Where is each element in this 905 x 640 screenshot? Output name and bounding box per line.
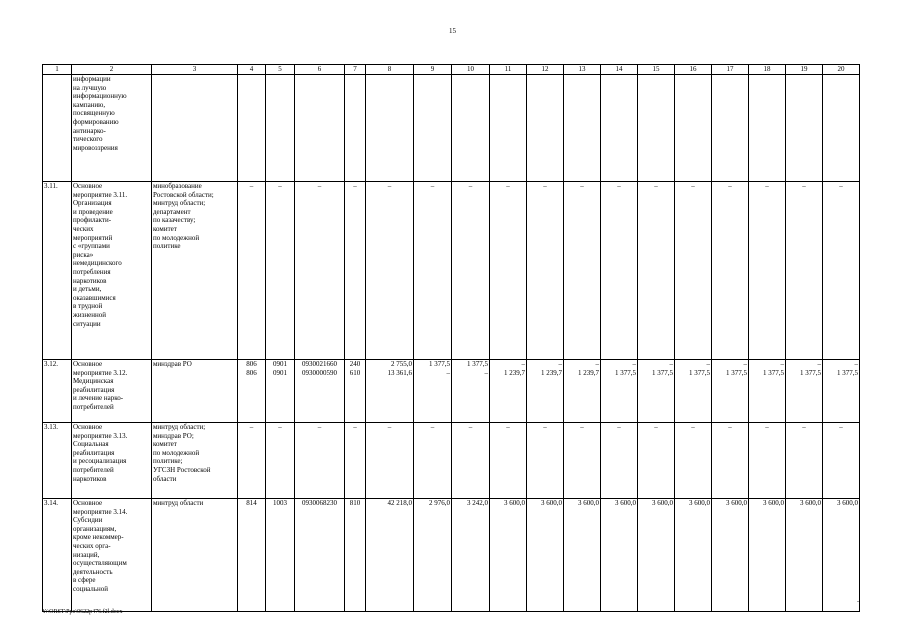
table-cell: – [366,182,414,360]
page-edge-mark: - [857,599,859,605]
table-cell: – [823,423,860,499]
column-header: 16 [675,65,712,75]
table-cell: – 1 377,5 [786,360,823,423]
table-cell [675,75,712,182]
table-cell [238,75,266,182]
table-cell: 810 [345,499,366,612]
table-cell: 2 976,0 [414,499,452,612]
table-cell [749,75,786,182]
table-cell: – [527,423,564,499]
table-cell: 0930021660 0930000590 [295,360,345,423]
table-cell: – 1 377,5 [638,360,675,423]
activity-name: Основное мероприятие 3.14. Субсидии организациям, кроме некоммер- ческих орга- низаций, осуществляющим деятельность в сфере социальной [72,499,152,612]
table-cell: 3 600,0 [601,499,638,612]
column-header: 3 [152,65,238,75]
table-cell [414,75,452,182]
column-header: 19 [786,65,823,75]
table-row [43,499,860,612]
column-header: 15 [638,65,675,75]
table-cell: – [345,423,366,499]
table-cell: – [564,423,601,499]
column-header: 12 [527,65,564,75]
table-cell: – [675,182,712,360]
table-cell: – 1 377,5 [675,360,712,423]
table-cell: – [295,182,345,360]
footer-file-path: Y:\ORST\Ppo\0622p476.f2l.docx [42,609,123,615]
table-cell [452,75,490,182]
table-cell: 3 242,0 [452,499,490,612]
table-cell: – [366,423,414,499]
column-header: 10 [452,65,490,75]
table-cell: – [295,423,345,499]
table-cell: – [266,182,295,360]
executor: минтруд области [152,499,238,612]
activity-name: Основное мероприятие 3.11. Организация и проведение профилакти- ческих мероприятий с «группами риска» немедицинского потребления наркотиков и детьми, оказавшимися в трудной жизненной ситуации [72,182,152,360]
column-header: 1 [43,65,72,75]
table-cell: – [490,182,527,360]
table-cell: – [712,182,749,360]
table-cell: 3 600,0 [490,499,527,612]
table-cell: 3 600,0 [712,499,749,612]
table-cell: – [675,423,712,499]
activity-name: Основное мероприятие 3.13. Социальная реабилитация и ресоциализация потребителей наркотиков [72,423,152,499]
column-number-row [43,65,860,75]
activity-name: информации на лучшую информационную кампанию, посвященную формированию антинарко- тического мировоззрения [72,75,152,182]
table-cell: – [238,423,266,499]
table-cell: – [749,182,786,360]
table-cell: – [601,182,638,360]
table-cell: 3 600,0 [823,499,860,612]
table-cell: 0930068230 [295,499,345,612]
column-header: 4 [238,65,266,75]
column-header: 17 [712,65,749,75]
column-header: 7 [345,65,366,75]
table-cell: 3 600,0 [749,499,786,612]
table-cell: – [527,182,564,360]
table-cell [527,75,564,182]
page-number: 15 [449,27,456,35]
table-cell: 1 377,5 – [414,360,452,423]
table-cell: 3 600,0 [564,499,601,612]
table-cell [295,75,345,182]
table-cell: 3 600,0 [638,499,675,612]
table-cell: – [638,182,675,360]
table-cell [601,75,638,182]
table-cell: – [601,423,638,499]
column-header: 13 [564,65,601,75]
table-cell: – [414,423,452,499]
column-header: 6 [295,65,345,75]
table-cell: 0901 0901 [266,360,295,423]
table-cell: – [414,182,452,360]
row-number: 3.13. [43,423,72,499]
column-header: 20 [823,65,860,75]
column-header: 5 [266,65,295,75]
column-header: 2 [72,65,152,75]
column-header: 11 [490,65,527,75]
executor [152,75,238,182]
table-row [43,360,860,423]
row-number: 3.14. [43,499,72,612]
column-header: 8 [366,65,414,75]
table-cell [490,75,527,182]
table-row [43,423,860,499]
table-cell [712,75,749,182]
table-cell [638,75,675,182]
table-cell: – 1 239,7 [564,360,601,423]
table-cell: – 1 377,5 [712,360,749,423]
table-cell: 42 218,0 [366,499,414,612]
table-cell [266,75,295,182]
table-cell [366,75,414,182]
table-cell: – 1 377,5 [601,360,638,423]
table-cell [823,75,860,182]
table-cell: – [749,423,786,499]
table-cell: – 1 239,7 [527,360,564,423]
row-number: 3.11. [43,182,72,360]
table-cell: – 1 377,5 [823,360,860,423]
program-table [42,64,860,612]
table-cell: 3 600,0 [527,499,564,612]
table-row [43,182,860,360]
table-cell [345,75,366,182]
table-cell: – [345,182,366,360]
table-cell: – [786,182,823,360]
table-cell: – [712,423,749,499]
activity-name: Основное мероприятие 3.12. Медицинская реабилитация и лечение нарко- потребителей [72,360,152,423]
row-number: 3.12. [43,360,72,423]
column-header: 9 [414,65,452,75]
table-cell: – [452,423,490,499]
table-cell: – [452,182,490,360]
table-cell: – 1 239,7 [490,360,527,423]
table-cell [786,75,823,182]
table-cell: – [823,182,860,360]
table-cell: – 1 377,5 [749,360,786,423]
table-cell: – [266,423,295,499]
table-cell: – [238,182,266,360]
table-cell: – [638,423,675,499]
column-header: 18 [749,65,786,75]
executor: минобразование Ростовской области; минтруд области; департамент по казачеству; комитет по молодежной политике [152,182,238,360]
column-header: 14 [601,65,638,75]
table-cell [564,75,601,182]
table-cell: – [564,182,601,360]
table-cell: – [490,423,527,499]
table-cell: – [786,423,823,499]
row-number [43,75,72,182]
executor: минздрав РО [152,360,238,423]
table-cell: 240 610 [345,360,366,423]
table-cell: 1003 [266,499,295,612]
executor: минтруд области; минздрав РО; комитет по молодежной политике; УГСЗН Ростовской области [152,423,238,499]
table-cell: 814 [238,499,266,612]
table-row [43,75,860,182]
table-cell: 2 755,0 13 361,6 [366,360,414,423]
table-cell: 1 377,5 – [452,360,490,423]
table-cell: 806 806 [238,360,266,423]
table-cell: 3 600,0 [675,499,712,612]
table-cell: 3 600,0 [786,499,823,612]
